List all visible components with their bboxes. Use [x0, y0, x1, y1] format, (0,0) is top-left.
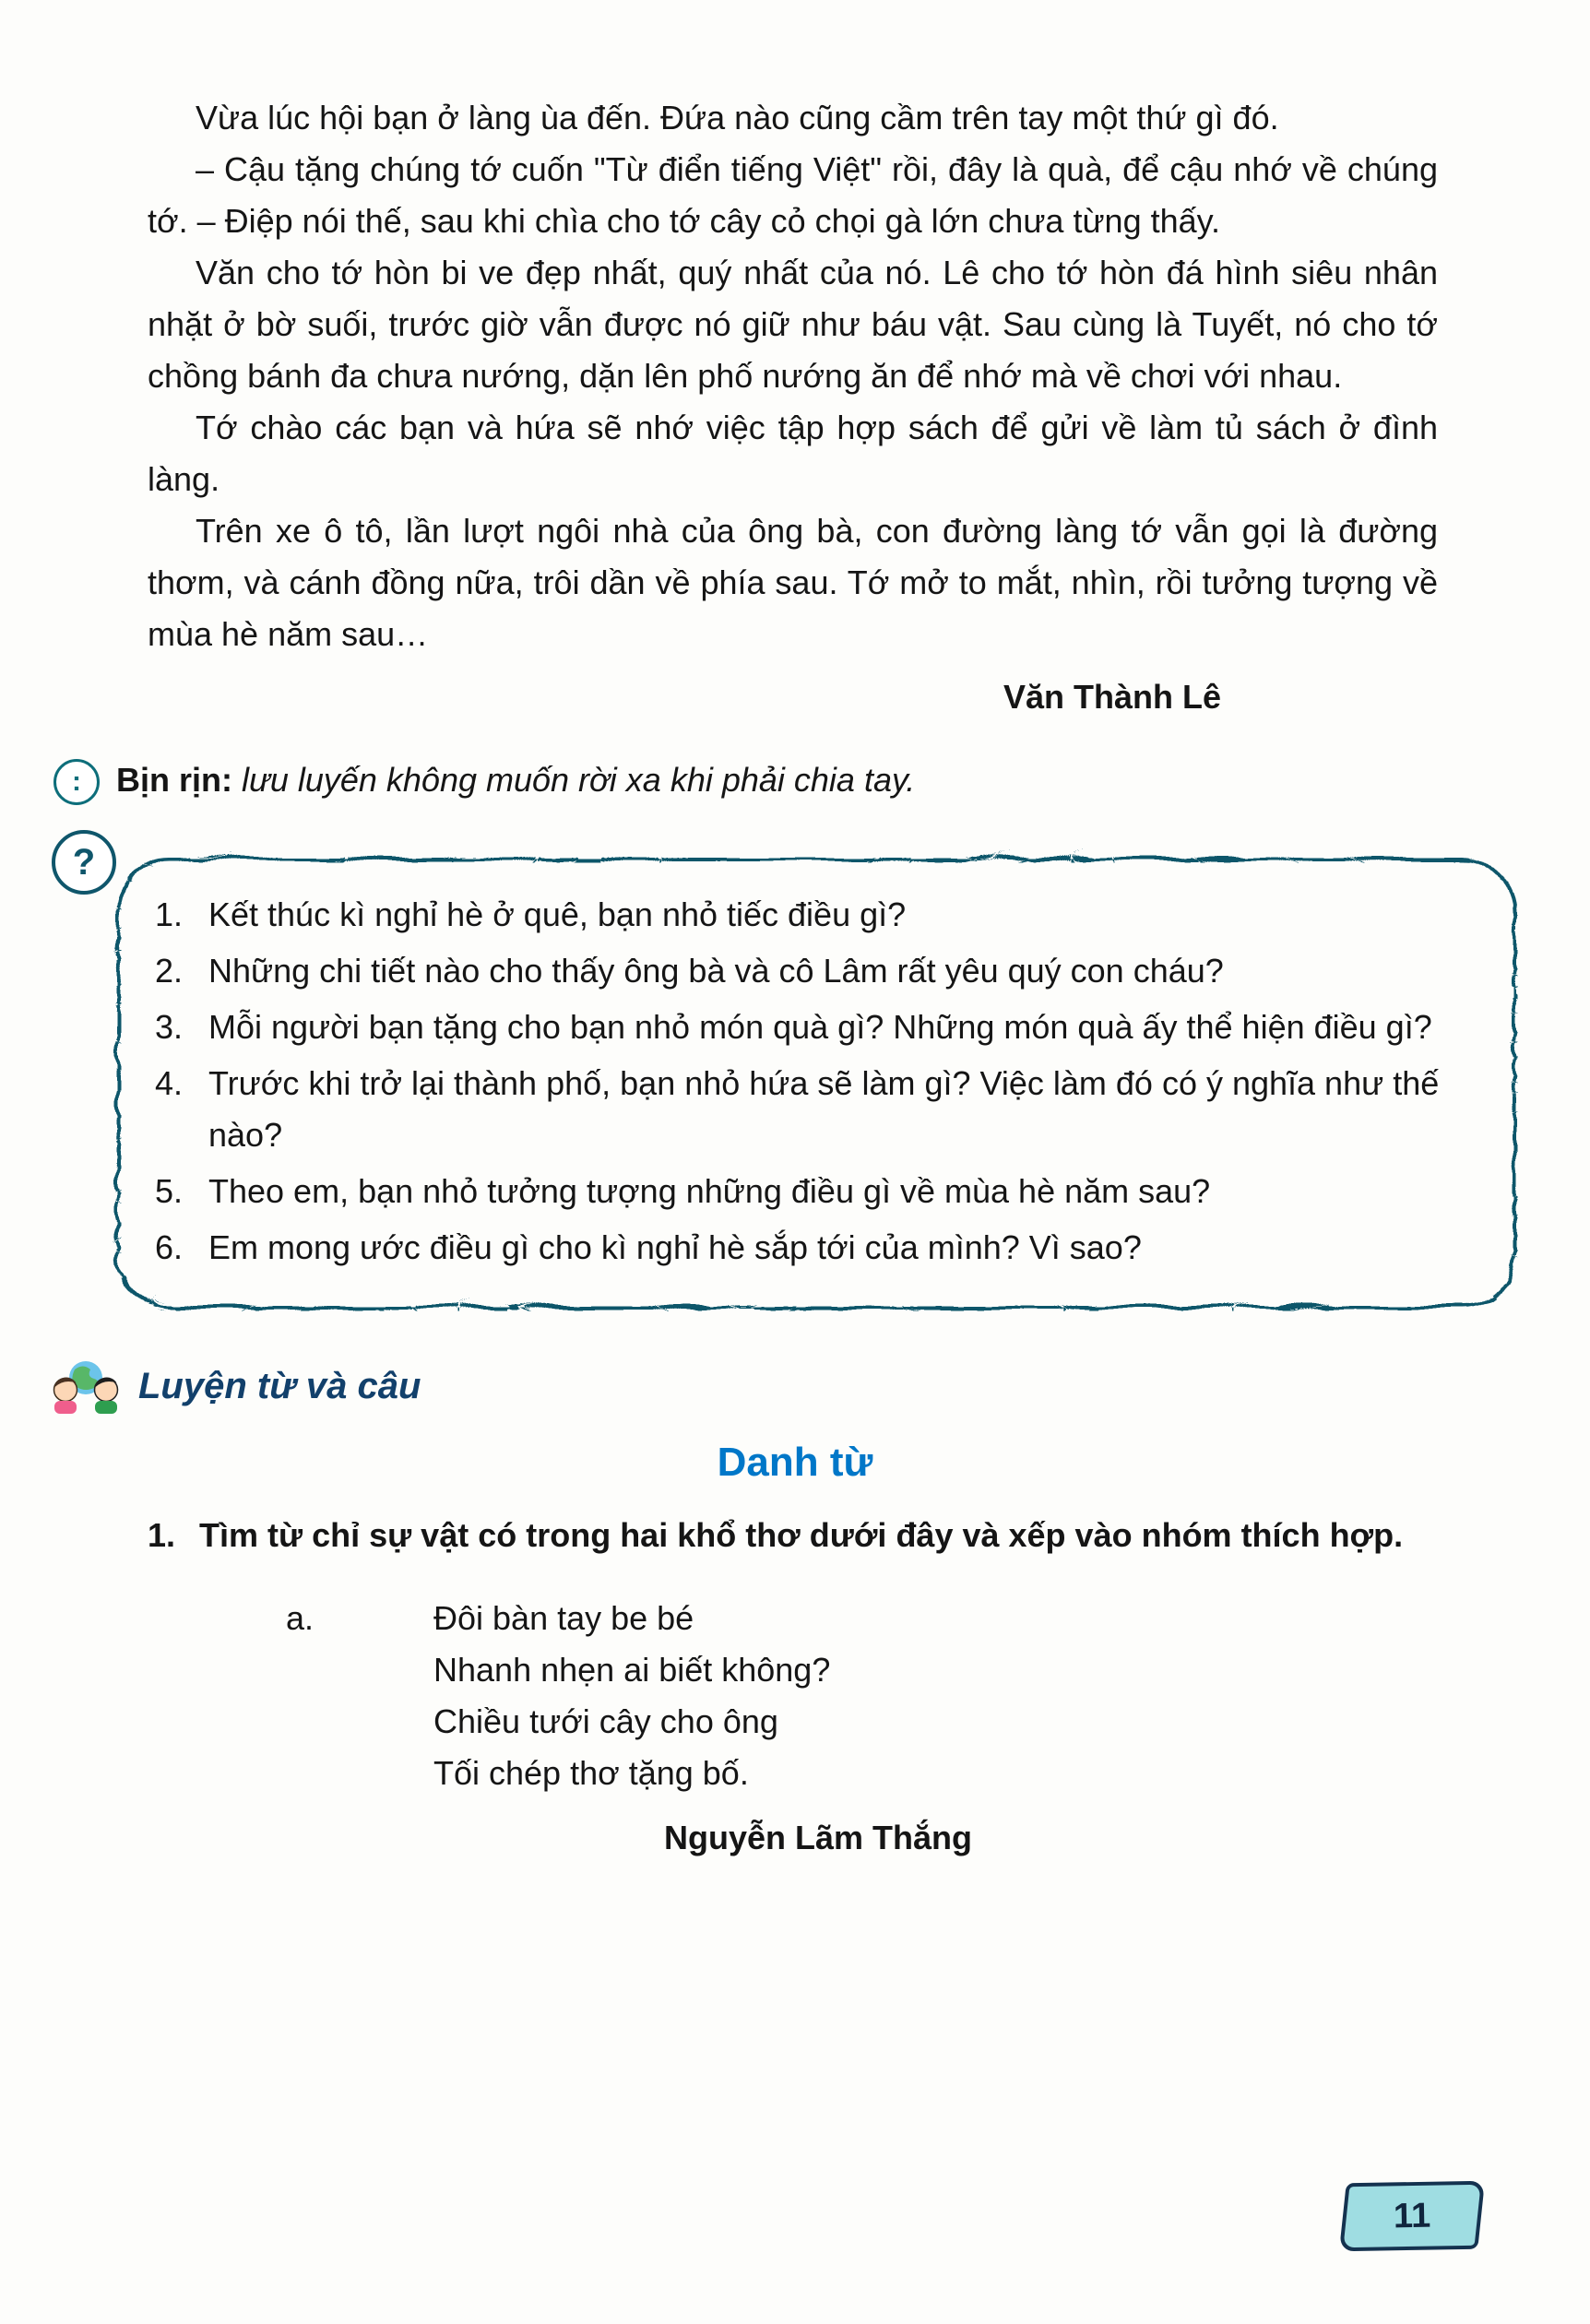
page-number: 11: [1393, 2196, 1431, 2236]
question-text: Mỗi người bạn tặng cho bạn nhỏ món quà gì? Những món quà ấy thể hiện điều gì?: [208, 1008, 1432, 1046]
question-text: Theo em, bạn nhỏ tưởng tượng những điều gì về mùa hè năm sau?: [208, 1172, 1211, 1210]
story-paragraph-5: Trên xe ô tô, lần lượt ngôi nhà của ông bà, con đường làng tớ vẫn gọi là đường thơm, và cánh đồng nữa, trôi dần về phía sau. Tớ mở to mắt, nhìn, rồi tưởng tượng về mùa hè năm sau…: [148, 512, 1438, 653]
poem: [433, 1593, 972, 1864]
question-item: [155, 1058, 1465, 1161]
story-author: Văn Thành Lê: [1003, 678, 1221, 716]
glossary-note: [53, 754, 1442, 806]
question-number: 3.: [155, 1008, 184, 1046]
questions-list: [155, 889, 1465, 1274]
poem-line: Chiều tưới cây cho ông: [433, 1702, 778, 1740]
glossary-text: [116, 754, 915, 806]
poem-line: Nhanh nhẹn ai biết không?: [433, 1650, 831, 1689]
glossary-term: Bịn rịn:: [116, 761, 232, 799]
question-text: Em mong ước điều gì cho kì nghỉ hè sắp tới của mình? Vì sao?: [208, 1228, 1142, 1266]
question-item: [155, 889, 1465, 941]
question-item: [155, 1222, 1465, 1274]
children-globe-icon: [48, 1358, 124, 1415]
section-title: Luyện từ và câu: [138, 1366, 421, 1406]
question-mark-icon: ?: [52, 830, 116, 895]
poem-author: Nguyễn Lãm Thắng: [664, 1818, 973, 1856]
poem-block: [286, 1593, 1442, 1864]
exercise-prompt-text: Tìm từ chỉ sự vật có trong hai khổ thơ dưới đây và xếp vào nhóm thích hợp.: [199, 1515, 1404, 1554]
question-number: 5.: [155, 1172, 184, 1210]
question-number: 4.: [155, 1064, 184, 1102]
question-number: 1.: [155, 895, 184, 933]
lesson-heading: Danh từ: [717, 1440, 873, 1485]
question-number: 6.: [155, 1228, 184, 1266]
question-item: [155, 945, 1465, 997]
question-text: Kết thúc kì nghỉ hè ở quê, bạn nhỏ tiếc điều gì?: [208, 895, 907, 933]
story-paragraph-2: – Cậu tặng chúng tớ cuốn "Từ điển tiếng Việt" rồi, đây là quà, để cậu nhớ về chúng tớ. – Điệp nói thế, sau khi chìa cho tớ cây cỏ chọi gà lớn chưa từng thấy.: [148, 150, 1438, 240]
question-text: Trước khi trở lại thành phố, bạn nhỏ hứa sẽ làm gì? Việc làm đó có ý nghĩa như thế nào?: [208, 1064, 1440, 1154]
section-header: [48, 1358, 1590, 1415]
exercise-prompt: [148, 1510, 1442, 1561]
poem-line: Đôi bàn tay be bé: [433, 1598, 694, 1637]
questions-box: [72, 842, 1516, 1310]
exercise-number: 1.: [148, 1515, 176, 1554]
question-text: Những chi tiết nào cho thấy ông bà và cô Lâm rất yêu quý con cháu?: [208, 952, 1224, 990]
poem-line: Tối chép thơ tặng bố.: [433, 1753, 749, 1792]
story-paragraph-4: Tớ chào các bạn và hứa sẽ nhớ việc tập hợp sách để gửi về làm tủ sách ở đình làng.: [148, 409, 1438, 498]
exercise-item-label: a.: [286, 1598, 314, 1637]
story-paragraph-1: Vừa lúc hội bạn ở làng ùa đến. Đứa nào cũng cầm trên tay một thứ gì đó.: [196, 99, 1279, 136]
story-paragraph-3: Văn cho tớ hòn bi ve đẹp nhất, quý nhất của nó. Lê cho tớ hòn đá hình siêu nhân nhặt ở bờ suối, trước giờ vẫn được nó giữ như báu vật. Sau cùng là Tuyết, nó cho tớ chồng bánh đa chưa nướng, dặn lên phố nướng ăn để nhớ mà về chơi với nhau.: [148, 254, 1438, 395]
question-number: 2.: [155, 952, 184, 990]
glossary-definition: lưu luyến không muốn rời xa khi phải chia tay.: [242, 761, 916, 799]
question-item: [155, 1166, 1465, 1217]
question-item: [155, 1002, 1465, 1053]
reading-passage: [148, 92, 1438, 723]
definition-icon: :: [53, 759, 100, 805]
exercise-1: [148, 1510, 1442, 1864]
page-number-flag: [1339, 2181, 1485, 2252]
